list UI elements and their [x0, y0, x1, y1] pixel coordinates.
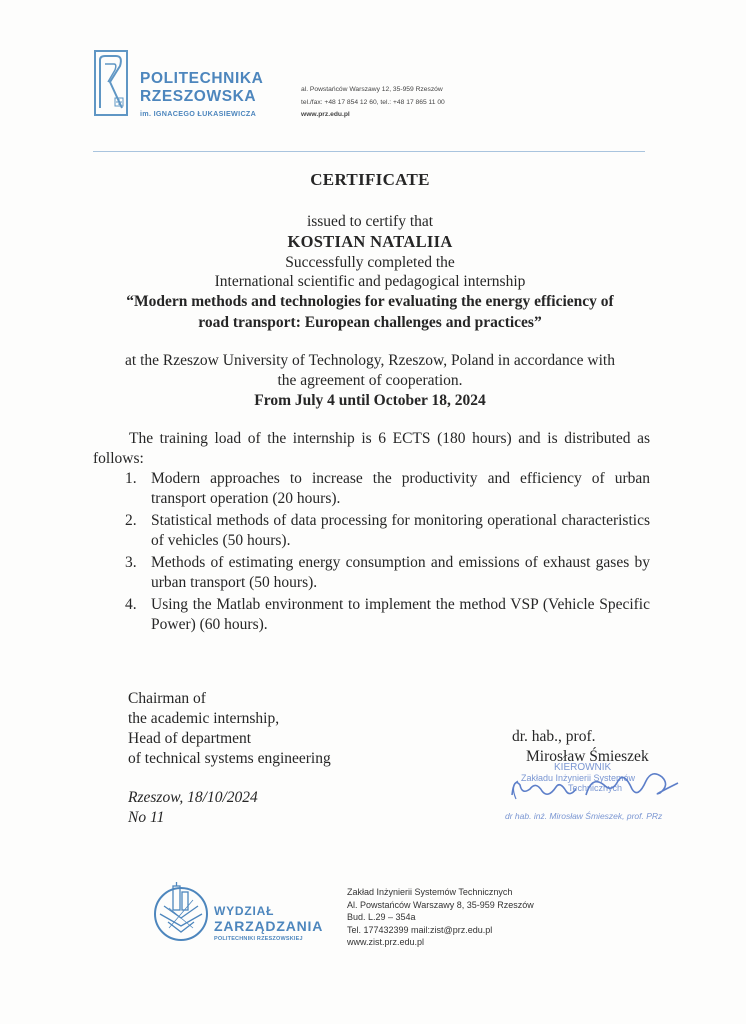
handwritten-signature	[500, 755, 690, 815]
list-item	[125, 595, 650, 635]
topic-line1: “Modern methods and technologies for evaluating the energy efficiency of	[126, 293, 614, 310]
training-intro: The training load of the internship is 6 ECTS (180 hours) and is distributed as follows:	[93, 430, 650, 467]
completed-text: Successfully completed the	[285, 254, 455, 271]
issued-text: issued to certify that	[306, 213, 434, 230]
list-item-number: 3.	[125, 554, 137, 571]
list-item-text: Modern approaches to increase the productivity and efficiency of urban transport operation (20 hours).	[151, 470, 650, 507]
stamp-line4: dr hab. inż. Mirosław Śmieszek, prof. PRz	[505, 811, 663, 821]
list-item	[125, 469, 650, 509]
topic-line2: road transport: European challenges and practices”	[198, 314, 542, 331]
university-subtitle: im. IGNACEGO ŁUKASIEWICZA	[140, 109, 257, 118]
signatory-role	[128, 689, 331, 769]
list-item-number: 2.	[125, 512, 137, 529]
footer-address: Al. Powstańców Warszawy 8, 35-959 Rzeszów	[347, 899, 534, 910]
role-line2: the academic internship,	[128, 710, 280, 727]
recipient-name: KOSTIAN NATALIIA	[287, 232, 453, 251]
footer-address-block	[347, 886, 534, 949]
list-item	[125, 511, 650, 551]
footer-website: www.zist.prz.edu.pl	[347, 937, 425, 948]
faculty-name-line3: POLITECHNIKI RZESZOWSKIEJ	[214, 936, 303, 942]
list-item-number: 1.	[125, 470, 137, 487]
place-date-block	[128, 788, 258, 828]
role-line3: Head of department	[128, 730, 252, 747]
location-line1: at the Rzeszow University of Technology, Rzeszow, Poland in accordance with	[125, 352, 615, 369]
training-list	[125, 469, 650, 637]
list-item-text: Using the Matlab environment to implement the method VSP (Vehicle Specific Power) (60 hours).	[151, 596, 650, 633]
stamp-line2: Zakładu Inżynierii Systemów	[521, 773, 636, 783]
faculty-name-line2: ZARZĄDZANIA	[214, 918, 324, 934]
footer-department: Zakład Inżynierii Systemów Technicznych	[347, 887, 513, 897]
program-text: International scientific and pedagogical internship	[214, 273, 526, 290]
header-phone: tel./fax: +48 17 854 12 60, tel.: +48 17 865 11 00	[301, 98, 445, 106]
list-item	[125, 553, 650, 593]
list-item-text: Methods of estimating energy consumption and emissions of exhaust gases by urban transport (50 hours).	[151, 554, 650, 591]
stamp-line1: KIEROWNIK	[554, 762, 612, 773]
footer-contact: Tel. 177432399 mail:zist@prz.edu.pl	[347, 924, 493, 935]
faculty-logo	[152, 880, 210, 947]
document-number: No 11	[128, 809, 165, 826]
role-line4: of technical systems engineering	[128, 750, 331, 767]
place-date: Rzeszow, 18/10/2024	[128, 789, 258, 806]
footer-building: Bud. L.29 – 354a	[347, 912, 416, 923]
faculty-name-line1: WYDZIAŁ	[214, 904, 275, 918]
list-item-text: Statistical methods of data processing for monitoring operational characteristics of vehicles (50 hours).	[151, 512, 650, 549]
role-line1: Chairman of	[128, 690, 206, 707]
location-line2: the agreement of cooperation.	[277, 372, 463, 389]
list-item-number: 4.	[125, 596, 137, 613]
header-address: al. Powstańców Warszawy 12, 35-959 Rzeszów	[301, 86, 443, 93]
university-name-line1: POLITECHNIKA	[140, 70, 264, 87]
signatory-name: Mirosław Śmieszek	[526, 748, 649, 765]
header-divider	[93, 151, 645, 152]
header-address-block	[301, 84, 445, 122]
stamp-line3: Technicznych	[568, 783, 623, 793]
header-website: www.prz.edu.pl	[301, 111, 350, 118]
signatory-title: dr. hab., prof.	[512, 728, 596, 745]
university-logo	[94, 50, 128, 116]
internship-dates: From July 4 until October 18, 2024	[254, 392, 486, 409]
university-name	[140, 70, 263, 106]
university-name-line2: RZESZOWSKA	[140, 88, 257, 105]
certificate-title: CERTIFICATE	[310, 170, 430, 189]
